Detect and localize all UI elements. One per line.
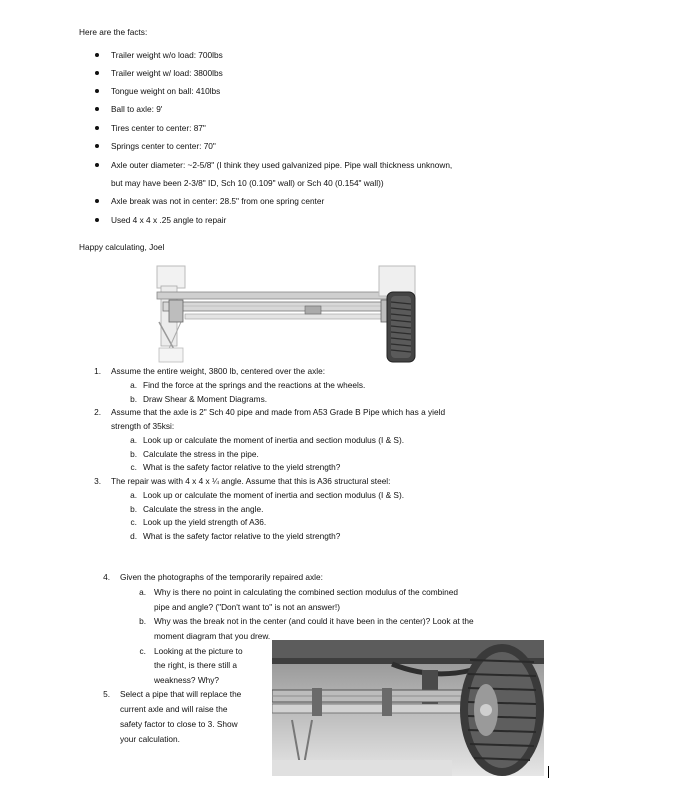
- subquestion-text: Draw Shear & Moment Diagrams.: [143, 394, 268, 404]
- subquestion-text: Calculate the stress in the angle.: [143, 504, 264, 514]
- question-text: Assume the entire weight, 3800 lb, centered over the axle:: [111, 366, 326, 376]
- fact-item: Axle outer diameter: ~2-5/8" (I think they used galvanized pipe. Pipe wall thickness unknown,: [111, 160, 453, 170]
- subquestion-letter: b.: [139, 616, 146, 626]
- subquestion-text: Calculate the stress in the pipe.: [143, 449, 259, 459]
- question-text: Assume that the axle is 2" Sch 40 pipe and made from A53 Grade B Pipe which has a yield: [111, 407, 446, 417]
- fact-item: Used 4 x 4 x .25 angle to repair: [111, 215, 227, 225]
- fact-item: Ball to axle: 9': [111, 104, 163, 114]
- subquestion-letter: c.: [139, 646, 146, 656]
- subquestion-text: What is the safety factor relative to the yield strength?: [143, 531, 341, 541]
- question-text: The repair was with 4 x 4 x ¼ angle. Assume that this is A36 structural steel:: [111, 476, 391, 486]
- fact-item: Tires center to center: 87": [111, 123, 206, 133]
- subquestion-letter: a.: [130, 380, 137, 390]
- bullet-icon: [95, 126, 99, 130]
- question-number: 1.: [94, 366, 101, 376]
- subquestion-text-continued: pipe and angle? ("Don't want to" is not an answer!): [154, 602, 340, 612]
- question-number: 5.: [103, 689, 110, 699]
- question-text-continued: safety factor to close to 3. Show: [120, 719, 238, 729]
- subquestion-text-continued: moment diagram that you drew.: [154, 631, 271, 641]
- bullet-icon: [95, 71, 99, 75]
- subquestion-text: Look up or calculate the moment of inertia and section modulus (I & S).: [143, 435, 405, 445]
- fact-item: Springs center to center: 70": [111, 141, 216, 151]
- question-text-continued: current axle and will raise the: [120, 704, 228, 714]
- question-text-continued: strength of 35ksi:: [111, 421, 175, 431]
- subquestion-text: Why is there no point in calculating the combined section modulus of the combined: [154, 587, 458, 597]
- subquestion-text-continued: weakness? Why?: [154, 675, 220, 685]
- question-number: 3.: [94, 476, 101, 486]
- question-text-continued: your calculation.: [120, 734, 180, 744]
- bullet-icon: [95, 144, 99, 148]
- bullet-icon: [95, 89, 99, 93]
- intro-text: Here are the facts:: [79, 27, 148, 37]
- subquestion-letter: a.: [139, 587, 146, 597]
- subquestion-text-continued: the right, is there still a: [154, 660, 238, 670]
- subquestion-letter: b.: [130, 504, 137, 514]
- fact-item: Axle break was not in center: 28.5" from one spring center: [111, 196, 325, 206]
- subquestion-letter: a.: [130, 435, 137, 445]
- subquestion-text: Looking at the picture to: [154, 646, 243, 656]
- signoff-text: Happy calculating, Joel: [79, 242, 165, 252]
- bullet-icon: [95, 199, 99, 203]
- axle-photo: [155, 262, 417, 366]
- subquestion-text: Look up the yield strength of A36.: [143, 517, 267, 527]
- question-number: 2.: [94, 407, 101, 417]
- subquestion-letter: a.: [130, 490, 137, 500]
- subquestion-letter: b.: [130, 394, 137, 404]
- bullet-icon: [95, 218, 99, 222]
- question-text: Given the photographs of the temporarily repaired axle:: [120, 572, 323, 582]
- bullet-icon: [95, 53, 99, 57]
- bullet-icon: [95, 107, 99, 111]
- fact-item: Trailer weight w/ load: 3800lbs: [111, 68, 223, 78]
- subquestion-letter: c.: [130, 462, 137, 472]
- question-text: Select a pipe that will replace the: [120, 689, 242, 699]
- subquestion-letter: c.: [130, 517, 137, 527]
- fact-item: Trailer weight w/o load: 700lbs: [111, 50, 223, 60]
- text-cursor: [548, 766, 549, 778]
- subquestion-letter: d.: [130, 531, 137, 541]
- bullet-icon: [95, 163, 99, 167]
- question-number: 4.: [103, 572, 110, 582]
- subquestion-text: Look up or calculate the moment of inertia and section modulus (I & S).: [143, 490, 405, 500]
- fact-item-continued: but may have been 2-3/8" ID, Sch 10 (0.109" wall) or Sch 40 (0.154" wall)): [111, 178, 384, 188]
- subquestion-text: What is the safety factor relative to the yield strength?: [143, 462, 341, 472]
- subquestion-text: Why was the break not in the center (and could it have been in the center)? Look at the: [154, 616, 474, 626]
- subquestion-letter: b.: [130, 449, 137, 459]
- fact-item: Tongue weight on ball: 410lbs: [111, 86, 221, 96]
- subquestion-text: Find the force at the springs and the reactions at the wheels.: [143, 380, 366, 390]
- repaired-axle-photo: [272, 640, 544, 776]
